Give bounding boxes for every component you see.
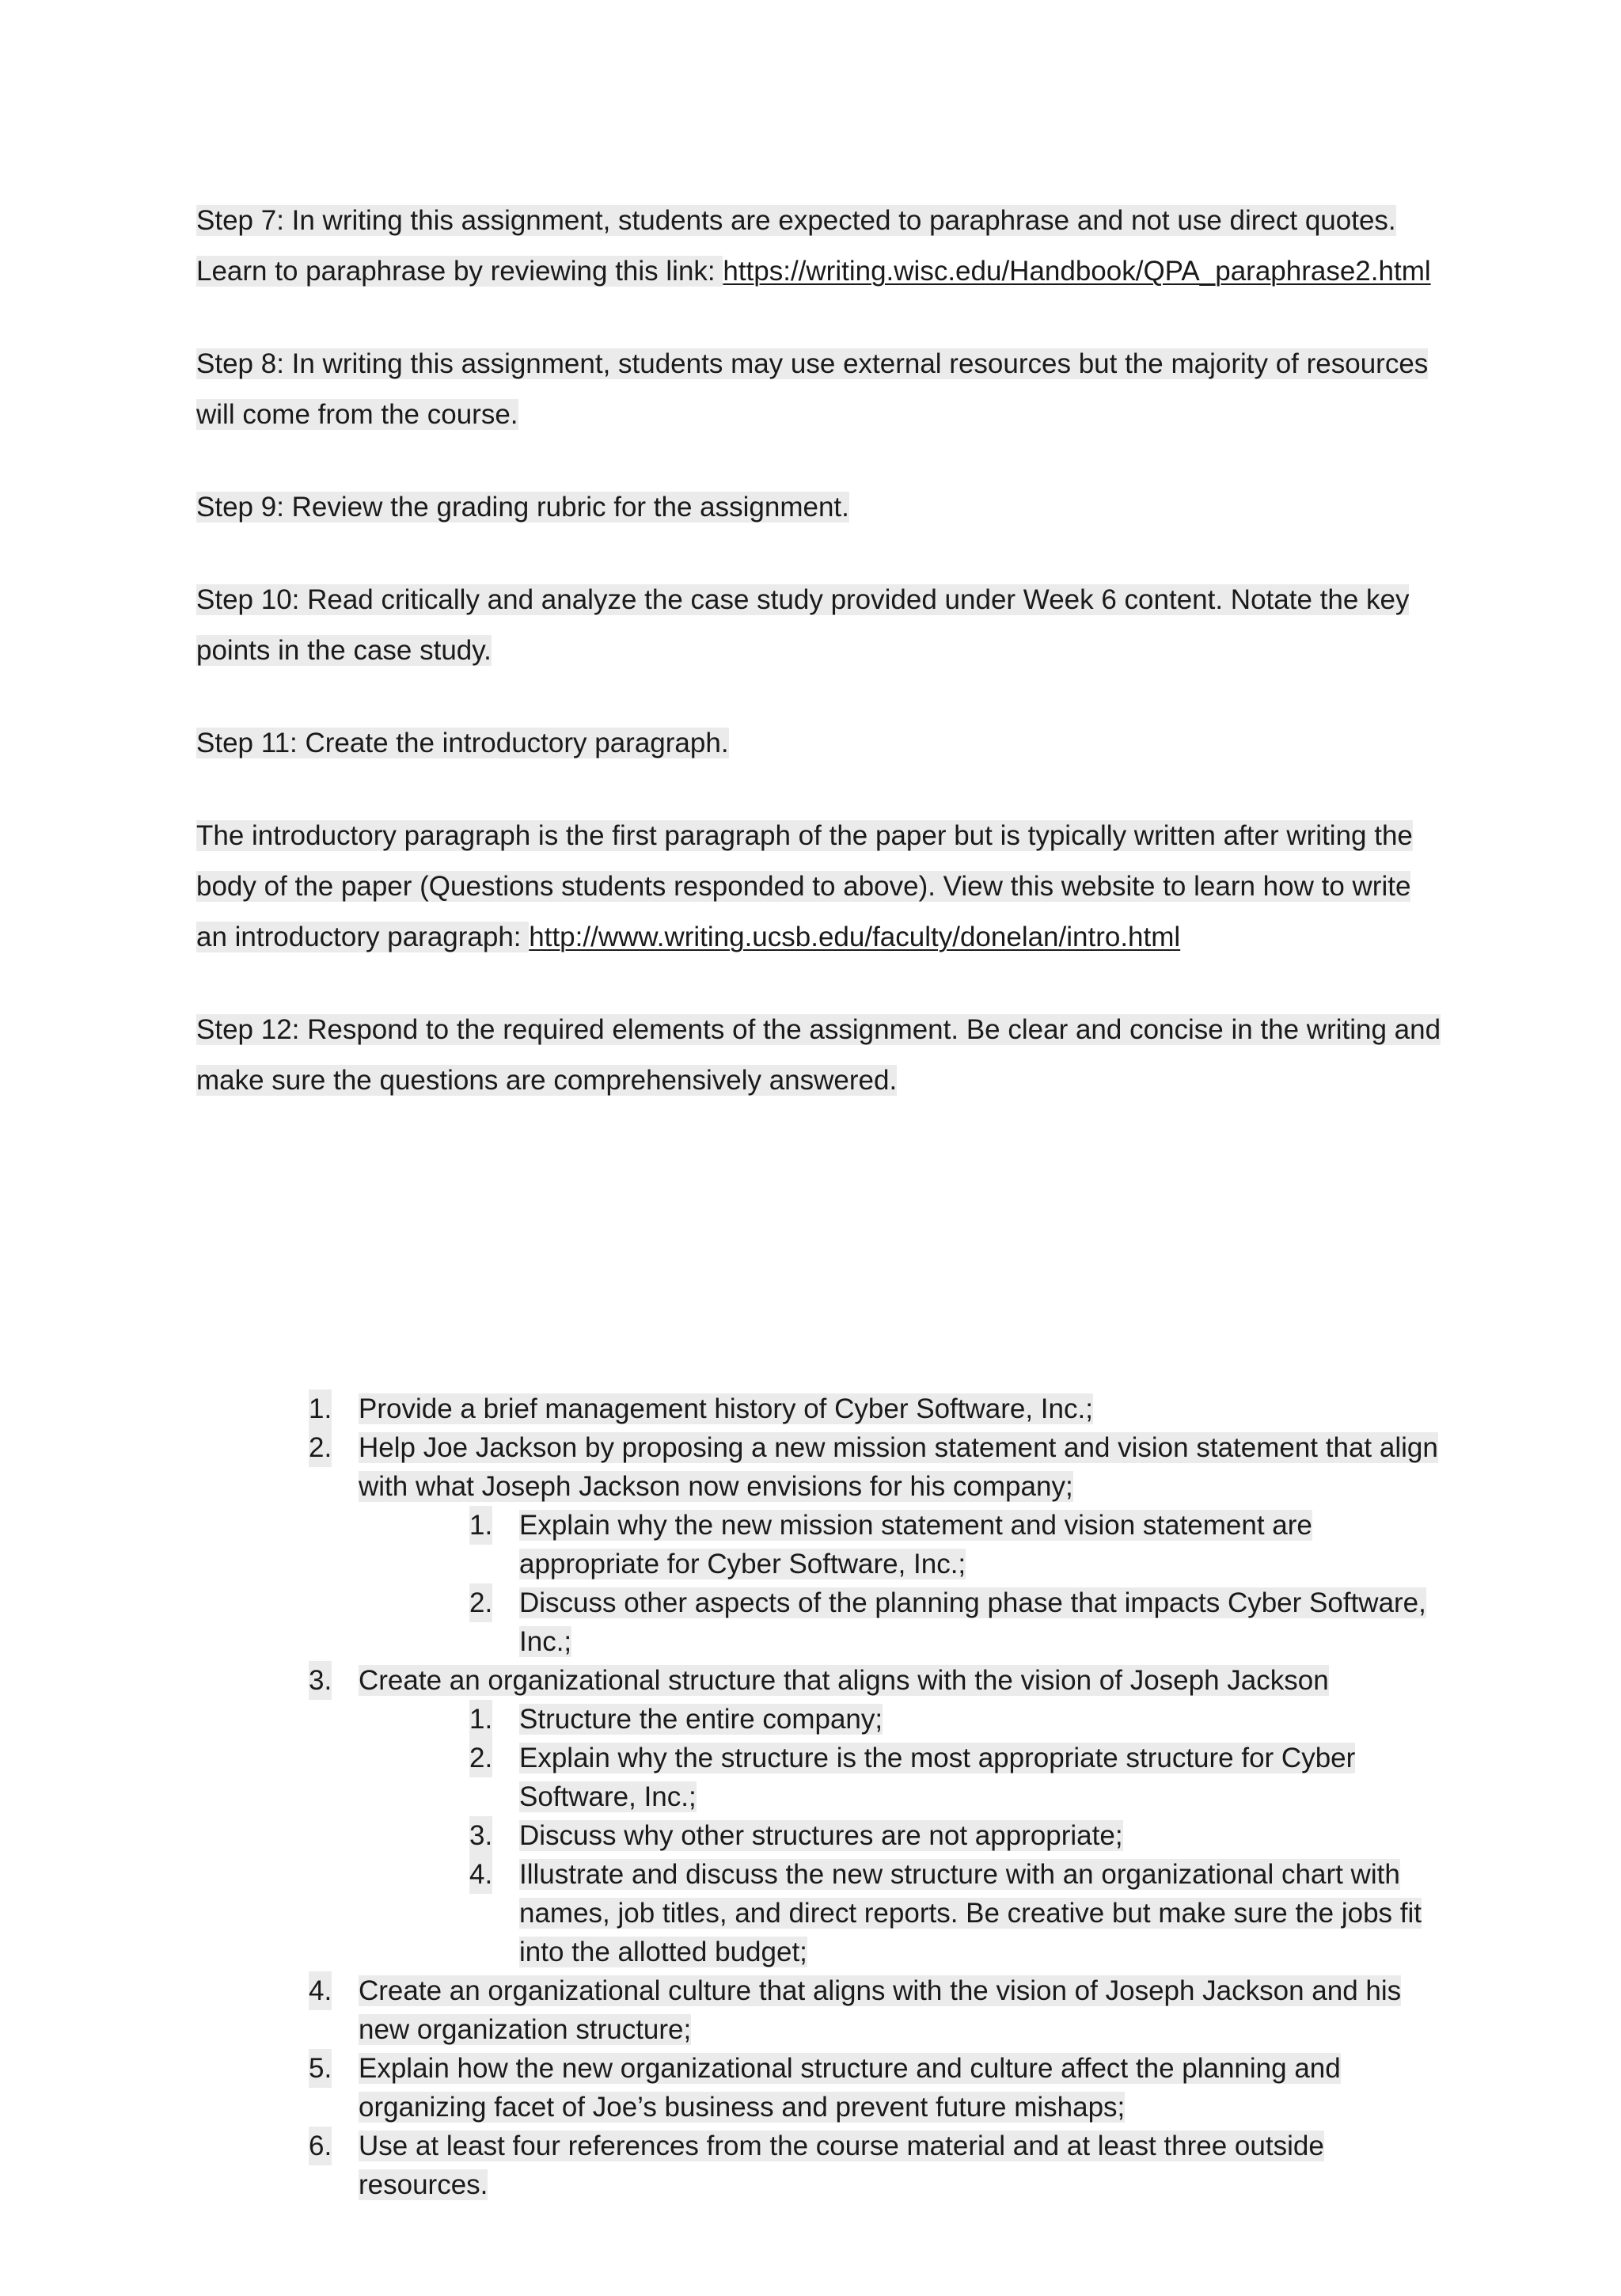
list-number: 1.	[469, 1700, 492, 1739]
list-number: 3.	[469, 1816, 492, 1855]
step-paragraph	[196, 482, 1447, 533]
list-number: 5.	[309, 2049, 332, 2088]
list-item-text: Create an organizational structure that aligns with the vision of Joseph Jackson	[359, 1665, 1329, 1696]
list-number: 1.	[309, 1389, 332, 1428]
step-text: Step 7: In writing this assignment, students are expected to paraphrase and not use direct quotes. Learn to paraphrase by reviewing this link:	[196, 205, 1396, 287]
list-item-text: Explain why the structure is the most appropriate structure for Cyber Software, Inc.;	[519, 1743, 1356, 1812]
list-item-text: Illustrate and discuss the new structure with an organizational chart with names, job titles, and direct reports. Be creative but make sure the jobs fit into the allotted budget;	[519, 1859, 1422, 1967]
step-text: Step 9: Review the grading rubric for the assignment.	[196, 492, 849, 523]
sub-list-item	[196, 1739, 1447, 1816]
step-paragraph	[196, 1005, 1447, 1106]
list-item-text: Discuss why other structures are not appropriate;	[519, 1820, 1123, 1851]
list-item	[196, 1389, 1447, 1428]
list-item-text: Explain how the new organizational structure and culture affect the planning and organizing facet of Joe’s business and prevent future mishaps;	[359, 2053, 1341, 2123]
list-item-text: Provide a brief management history of Cyber Software, Inc.;	[359, 1393, 1093, 1424]
step-paragraph	[196, 811, 1447, 963]
list-number: 4.	[469, 1855, 492, 1894]
sub-list-item	[196, 1816, 1447, 1855]
list-item	[196, 2049, 1447, 2127]
step-text: Step 8: In writing this assignment, students may use external resources but the majority of resources will come from the course.	[196, 348, 1429, 430]
list-number: 4.	[309, 1971, 332, 2010]
list-number: 2.	[309, 1428, 332, 1467]
list-number: 6.	[309, 2127, 332, 2165]
step-paragraph	[196, 575, 1447, 676]
list-item-text: Help Joe Jackson by proposing a new mission statement and vision statement that align with what Joseph Jackson now envisions for his company;	[359, 1432, 1438, 1502]
reference-link[interactable]: http://www.writing.ucsb.edu/faculty/donelan/intro.html	[529, 922, 1181, 952]
list-item-text: Explain why the new mission statement and vision statement are appropriate for Cyber Software, Inc.;	[519, 1510, 1312, 1579]
sub-list-item	[196, 1506, 1447, 1583]
list-number: 2.	[469, 1583, 492, 1622]
list-item	[196, 1428, 1447, 1506]
list-item-text: Discuss other aspects of the planning phase that impacts Cyber Software, Inc.;	[519, 1587, 1426, 1657]
sub-list-item	[196, 1700, 1447, 1739]
step-text: Step 12: Respond to the required elements of the assignment. Be clear and concise in the writing and make sure the questions are comprehensively answered.	[196, 1014, 1441, 1096]
reference-link[interactable]: https://writing.wisc.edu/Handbook/QPA_paraphrase2.html	[723, 256, 1431, 287]
step-text: Step 10: Read critically and analyze the case study provided under Week 6 content. Notate the key points in the case study.	[196, 584, 1410, 666]
list-item-text: Use at least four references from the course material and at least three outside resources.	[359, 2131, 1324, 2200]
step-text: Step 11: Create the introductory paragraph.	[196, 728, 729, 758]
step-text: The introductory paragraph is the first paragraph of the paper but is typically written after writing the body of the paper (Questions students responded to above). View this website to learn how to write an introductory paragraph:	[196, 820, 1413, 952]
document-page	[196, 196, 1447, 2200]
required-elements-list	[196, 1389, 1447, 2204]
list-item	[196, 1661, 1447, 1700]
step-paragraph	[196, 718, 1447, 769]
list-number: 1.	[469, 1506, 492, 1545]
sub-list-item	[196, 1583, 1447, 1661]
list-item	[196, 1971, 1447, 2049]
step-paragraph	[196, 196, 1447, 297]
list-number: 3.	[309, 1661, 332, 1700]
steps-section	[196, 196, 1447, 1106]
list-item-text: Structure the entire company;	[519, 1704, 883, 1735]
list-item	[196, 2127, 1447, 2204]
step-paragraph	[196, 339, 1447, 440]
list-number: 2.	[469, 1739, 492, 1777]
sub-list-item	[196, 1855, 1447, 1971]
list-item-text: Create an organizational culture that aligns with the vision of Joseph Jackson and his new organization structure;	[359, 1975, 1402, 2045]
